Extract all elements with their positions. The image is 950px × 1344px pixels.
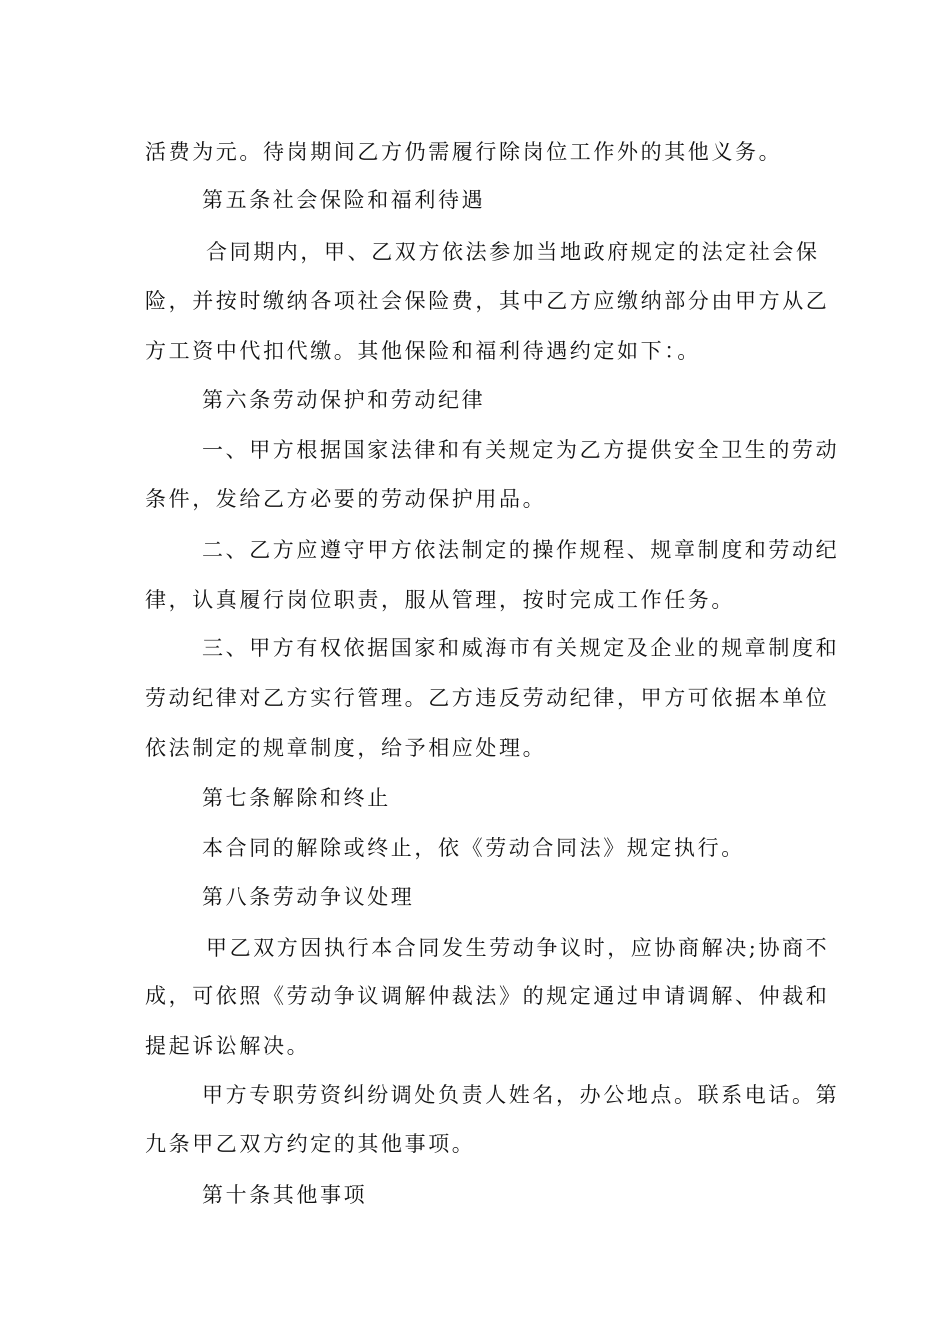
line-text: 律，认真履行岗位职责，服从管理，按时完成工作任务。 [145,588,735,612]
section-heading [0,882,950,912]
line-text: 依法制定的规章制度，给予相应处理。 [145,736,547,760]
line-text: 甲乙双方因执行本合同发生劳动争议时，应协商解决;协商不 [206,936,830,960]
text-line [0,733,950,763]
line-text: 成，可依照《劳动争议调解仲裁法》的规定通过申请调解、仲裁和 [145,984,830,1008]
text-line [0,933,950,963]
section-heading [0,385,950,415]
line-text: 方工资中代扣代缴。其他保险和福利待遇约定如下：。 [145,339,701,363]
text-line [0,435,950,465]
text-line [0,633,950,663]
text-line [0,683,950,713]
line-text: 劳动纪律对乙方实行管理。乙方违反劳动纪律，甲方可依据本单位 [145,686,830,710]
text-line [0,336,950,366]
section-heading [0,1180,950,1210]
line-text: 第五条社会保险和福利待遇 [202,188,486,212]
line-text: 第十条其他事项 [202,1183,368,1207]
line-text: 合同期内，甲、乙双方依法参加当地政府规定的法定社会保 [206,240,820,264]
text-line [0,484,950,514]
line-text: 第八条劳动争议处理 [202,885,415,909]
line-text: 三、甲方有权依据国家和威海市有关规定及企业的规章制度和 [202,636,840,660]
text-line [0,137,950,167]
line-text: 本合同的解除或终止，依《劳动合同法》规定执行。 [202,836,745,860]
line-text: 活费为元。待岗期间乙方仍需履行除岗位工作外的其他义务。 [145,140,783,164]
line-text: 险，并按时缴纳各项社会保险费，其中乙方应缴纳部分由甲方从乙 [145,289,830,313]
text-line [0,1031,950,1061]
text-line [0,1129,950,1159]
text-line [0,237,950,267]
text-line [0,535,950,565]
line-text: 第七条解除和终止 [202,786,391,810]
text-line [0,1080,950,1110]
line-text: 二、乙方应遵守甲方依法制定的操作规程、规章制度和劳动纪 [202,538,840,562]
line-text: 条件，发给乙方必要的劳动保护用品。 [145,487,547,511]
line-text: 提起诉讼解决。 [145,1034,311,1058]
text-line [0,585,950,615]
text-line [0,981,950,1011]
section-heading [0,783,950,813]
line-text: 甲方专职劳资纠纷调处负责人姓名，办公地点。联系电话。第 [202,1083,840,1107]
line-text: 第六条劳动保护和劳动纪律 [202,388,486,412]
text-line [0,833,950,863]
line-text: 一、甲方根据国家法律和有关规定为乙方提供安全卫生的劳动 [202,438,840,462]
section-heading [0,185,950,215]
text-line [0,286,950,316]
line-text: 九条甲乙双方约定的其他事项。 [145,1132,476,1156]
